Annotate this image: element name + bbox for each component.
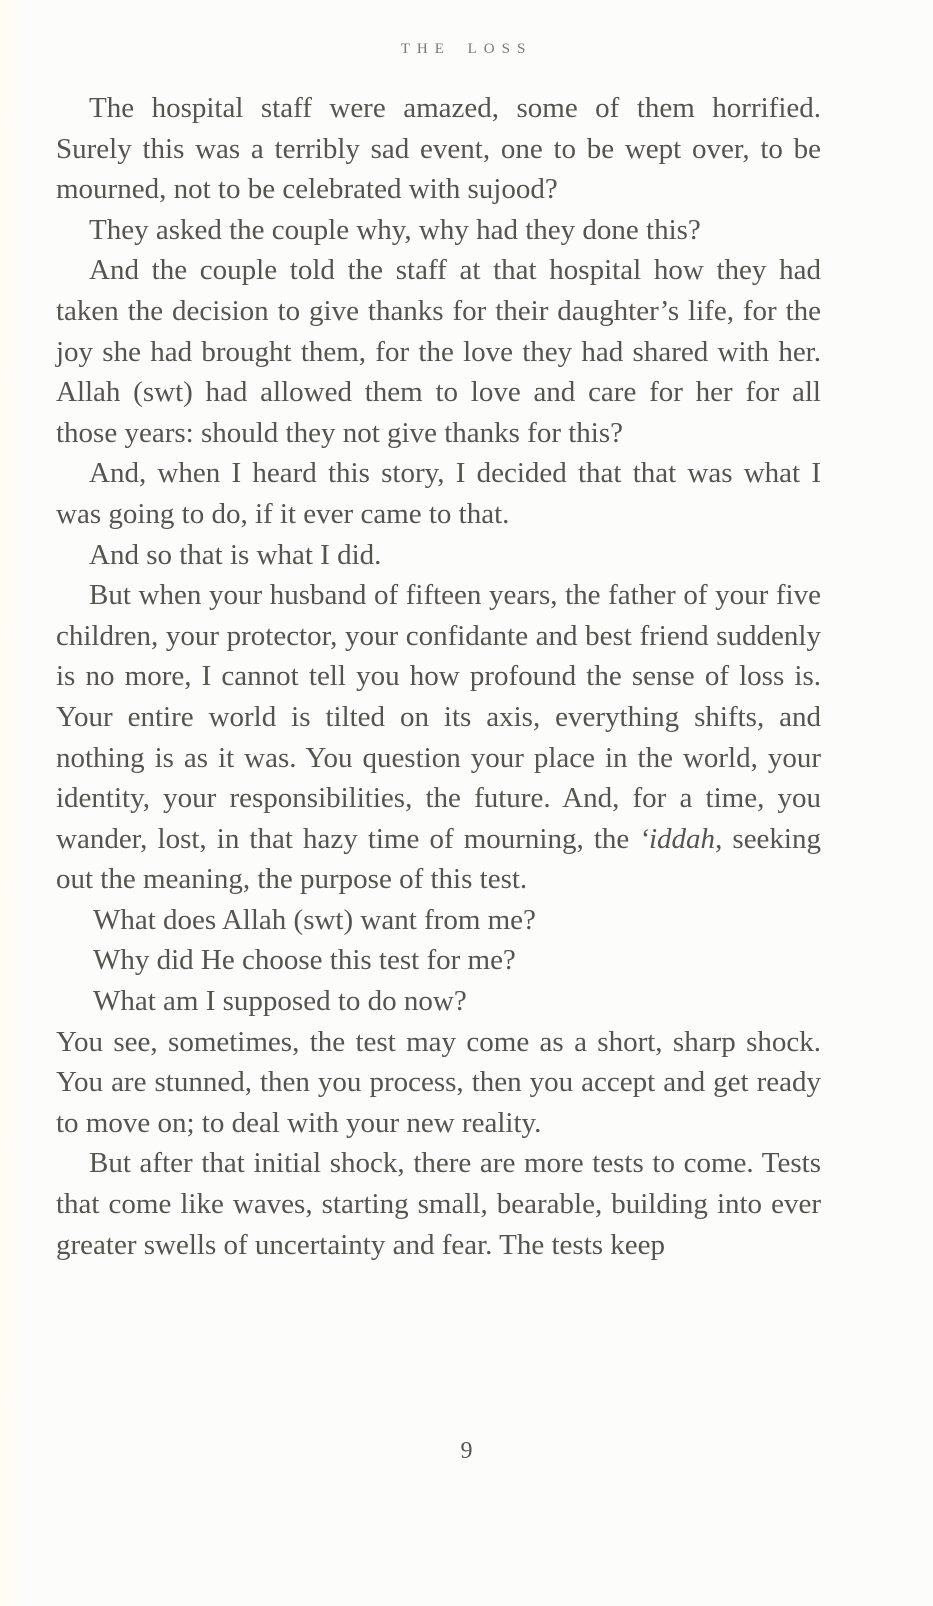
paragraph xyxy=(56,210,821,251)
page-number: 9 xyxy=(460,1438,473,1464)
text-segment: What does Allah (swt) want from me? xyxy=(93,903,536,936)
question-line xyxy=(56,981,821,1022)
text-block xyxy=(56,88,821,1265)
paragraph xyxy=(56,1143,821,1265)
paragraph xyxy=(56,535,821,576)
text-segment: And, when I heard this story, I decided that that was what I was going to do, if it ever came to that. xyxy=(56,457,821,530)
text-segment: Why did He choose this test for me? xyxy=(93,944,516,977)
paragraph xyxy=(56,250,821,453)
text-segment: , seeking out the meaning, the purpose of this test. xyxy=(56,822,821,896)
paragraph xyxy=(56,453,821,534)
paragraph xyxy=(56,575,821,900)
text-segment: But after that initial shock, there are more tests to come. Tests that come like waves, starting small, bearable, building into ever greater swells of uncertainty and fear. The tests keep xyxy=(56,1147,821,1261)
italic-term: ‘iddah xyxy=(639,822,716,855)
running-header: THE LOSS xyxy=(400,41,533,57)
question-line xyxy=(56,900,821,941)
text-segment: They asked the couple why, why had they done this? xyxy=(89,213,701,246)
text-segment: And so that is what I did. xyxy=(89,538,382,571)
paragraph xyxy=(56,1022,821,1144)
text-segment: But when your husband of fifteen years, the father of your five children, your protector, your confidante and best friend suddenly is no more, I cannot tell you how profound the sense of loss is. Your entire world is tilted on its axis, everything shifts, and nothing is as it was. You question your place in the world, your identity, your responsibilities, the future. And, for a time, you wander, lost, in that hazy time of mourning, the xyxy=(56,579,821,855)
paragraph xyxy=(56,88,821,210)
text-segment: And the couple told the staff at that hospital how they had taken the decision to give thanks for their daughter’s life, for the joy she had brought them, for the love they had shared with her. Allah (swt) had allowed them to love and care for her for all those years: should they not give thanks for this? xyxy=(56,254,821,449)
question-line xyxy=(56,940,821,981)
text-segment: You see, sometimes, the test may come as a short, sharp shock. You are stunned, then you process, then you accept and get ready to move on; to deal with your new reality. xyxy=(56,1025,821,1139)
text-segment: The hospital staff were amazed, some of them horrified. Surely this was a terribly sad event, one to be wept over, to be mourned, not to be celebrated with sujood? xyxy=(56,92,821,206)
text-segment: What am I supposed to do now? xyxy=(93,985,467,1018)
